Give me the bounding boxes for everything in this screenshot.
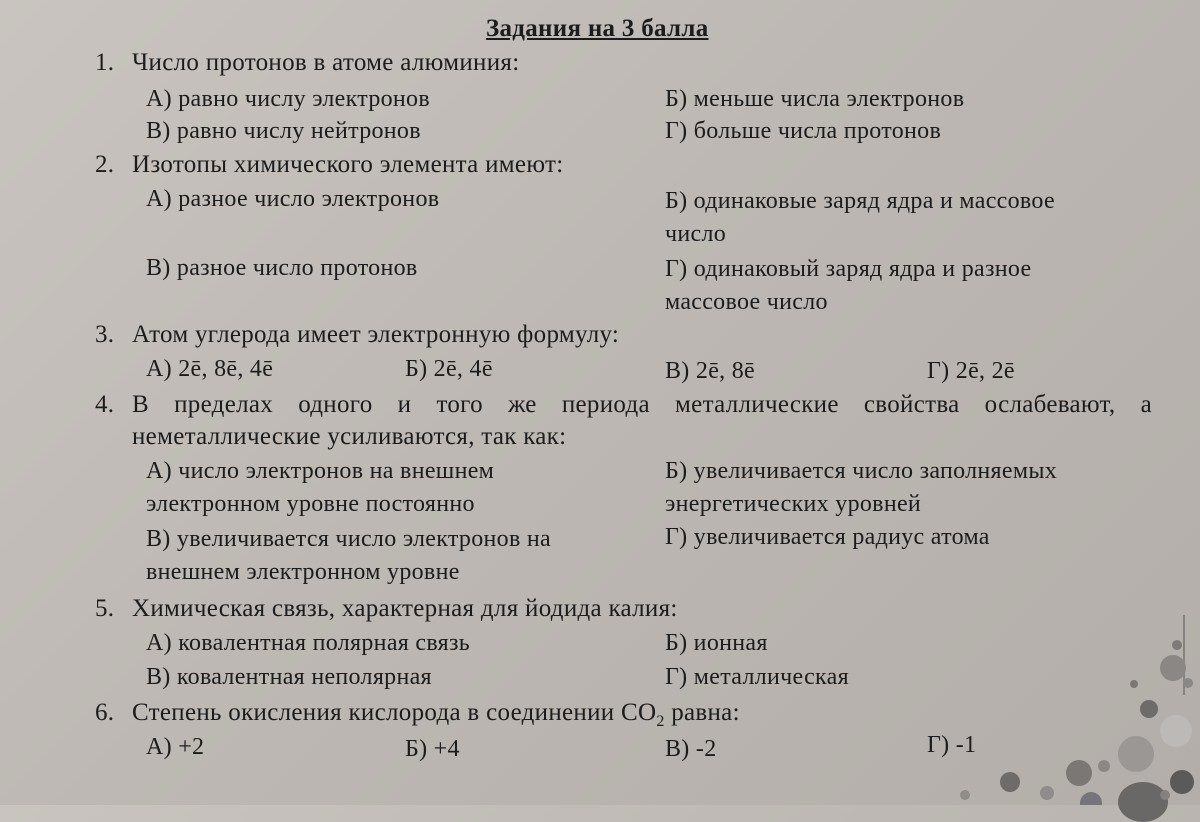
page-title: Задания на 3 балла <box>486 15 709 42</box>
question-5-text: Химическая связь, характерная для йодида калия: <box>132 595 678 622</box>
question-6-text-before: Степень окисления кислорода в соединении CO <box>132 699 657 726</box>
question-4-text-line1: В пределах одного и того же периода металлические свойства ослабевают, а <box>132 391 1152 418</box>
decor-dot <box>1160 655 1186 681</box>
question-3-option-c: В) 2ē, 8ē <box>665 358 756 384</box>
question-2-option-b-line2: число <box>665 221 727 247</box>
question-6-text-subscript: 2 <box>656 713 665 730</box>
question-6-option-d: Г) -1 <box>927 732 977 758</box>
question-3-text: Атом углерода имеет электронную формулу: <box>132 321 620 348</box>
decor-dot <box>1170 770 1194 794</box>
decor-dot <box>1160 790 1170 800</box>
question-1-option-a: А) равно числу электронов <box>146 86 430 112</box>
question-4-number: 4. <box>95 391 115 418</box>
question-6-option-b: Б) +4 <box>405 736 460 762</box>
question-4-option-b-line1: Б) увеличивается число заполняемых <box>665 458 1058 484</box>
question-5-option-b: Б) ионная <box>665 630 768 656</box>
decor-dot <box>1140 700 1158 718</box>
question-1-text: Число протонов в атоме алюминия: <box>132 49 520 76</box>
question-4-option-a-line2: электронном уровне постоянно <box>146 491 475 517</box>
question-2-option-b-line1: Б) одинаковые заряд ядра и массовое <box>665 188 1055 214</box>
decor-dot <box>1130 680 1138 688</box>
decor-dot <box>1118 736 1154 772</box>
decor-dot <box>1118 782 1168 822</box>
question-2-option-c: В) разное число протонов <box>146 255 418 281</box>
decor-dot <box>960 790 970 800</box>
question-2-text: Изотопы химического элемента имеют: <box>132 151 564 178</box>
question-1-option-d: Г) больше числа протонов <box>665 118 942 144</box>
question-3-option-d: Г) 2ē, 2ē <box>927 358 1015 384</box>
question-4-option-c-line2: внешнем электронном уровне <box>146 559 460 585</box>
question-2-option-a: А) разное число электронов <box>146 186 440 212</box>
question-5-option-a: А) ковалентная полярная связь <box>146 630 471 656</box>
question-1-number: 1. <box>95 49 115 76</box>
question-6-option-a: А) +2 <box>146 734 205 760</box>
decor-dot <box>1080 792 1102 805</box>
decor-dot <box>1098 760 1110 772</box>
question-5-number: 5. <box>95 595 115 622</box>
question-2-option-d-line2: массовое число <box>665 289 828 315</box>
question-4-option-c-line1: В) увеличивается число электронов на <box>146 526 552 552</box>
question-5-option-c: В) ковалентная неполярная <box>146 664 432 690</box>
question-4-option-b-line2: энергетических уровней <box>665 491 922 517</box>
decor-dot <box>1183 678 1193 688</box>
question-6-text-after: равна: <box>664 699 740 726</box>
decor-dot <box>1160 715 1192 747</box>
question-4-option-a-line1: А) число электронов на внешнем <box>146 458 495 484</box>
question-6-number: 6. <box>95 699 115 726</box>
decor-dot <box>1066 760 1092 786</box>
question-3-option-b: Б) 2ē, 4ē <box>405 356 493 382</box>
question-3-number: 3. <box>95 321 115 348</box>
question-5-option-d: Г) металлическая <box>665 664 849 690</box>
question-6-text <box>132 698 740 737</box>
decor-dot <box>1172 640 1182 650</box>
question-1-option-c: В) равно числу нейтронов <box>146 118 421 144</box>
question-2-option-d-line1: Г) одинаковый заряд ядра и разное <box>665 256 1032 282</box>
question-3-option-a: А) 2ē, 8ē, 4ē <box>146 356 274 382</box>
question-1-option-b: Б) меньше числа электронов <box>665 86 965 112</box>
question-4-text-line2: неметаллические усиливаются, так как: <box>132 423 567 450</box>
question-6-option-c: В) -2 <box>665 736 717 762</box>
question-2-number: 2. <box>95 151 115 178</box>
decor-dot <box>1040 786 1054 800</box>
question-4-option-d: Г) увеличивается радиус атома <box>665 524 990 550</box>
decor-dot <box>1000 772 1020 792</box>
